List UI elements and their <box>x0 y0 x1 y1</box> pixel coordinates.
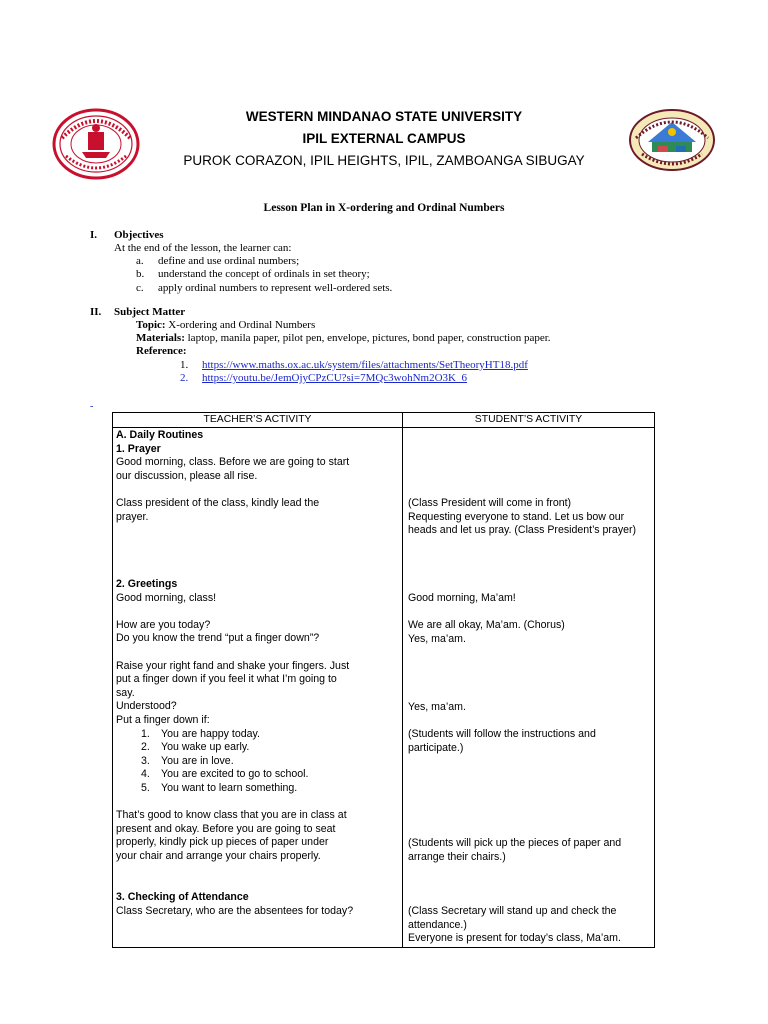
attendance-heading: 3. Checking of Attendance <box>116 891 249 903</box>
objectives-intro: At the end of the lesson, the learner can: <box>114 242 292 254</box>
objectives-list <box>114 255 392 295</box>
list-item: c. apply ordinal numbers to represent well-ordered sets. <box>136 281 393 294</box>
student-cell <box>408 497 653 538</box>
teacher-line: say. <box>116 686 135 699</box>
objectives-heading <box>90 229 163 242</box>
list-item: 3. You are in love. <box>141 754 234 767</box>
teacher-line: Class president of the class, kindly lead the <box>116 496 320 509</box>
student-line: (Class President will come in front) <box>408 497 572 509</box>
reference-list <box>136 359 551 385</box>
letterhead <box>150 106 618 172</box>
header-divider <box>113 427 654 428</box>
list-item: 4. You are excited to go to school. <box>141 768 309 781</box>
materials-line: Materials: laptop, manila paper, pilot pen, envelope, pictures, bond paper, construction paper. <box>136 332 551 345</box>
teacher-activity-header: TEACHER’S ACTIVITY <box>203 414 312 425</box>
objectives-body <box>114 242 392 295</box>
student-line: (Students will follow the instructions and <box>408 728 596 741</box>
subject-matter-body <box>136 319 551 385</box>
teacher-line: your chair and arrange your chairs properly. <box>116 849 321 862</box>
greetings-heading: 2. Greetings <box>116 578 178 590</box>
list-item: 2. You wake up early. <box>141 741 250 754</box>
student-cell <box>408 592 653 646</box>
student-cell <box>408 701 653 755</box>
student-line: We are all okay, Ma’am. (Chorus) <box>408 619 565 632</box>
list-item: 1. You are happy today. <box>141 727 260 740</box>
prayer-heading: 1. Prayer <box>116 442 161 455</box>
reference-link[interactable]: https://www.maths.ox.ac.uk/system/files/attachments/SetTheoryHT18.pdf <box>202 358 528 371</box>
teacher-line: present and okay. Before you are going to seat <box>116 822 336 835</box>
student-cell <box>408 837 653 864</box>
teacher-cell <box>116 578 400 863</box>
daily-routines-heading: A. Daily Routines <box>116 429 204 441</box>
student-line: (Class Secretary will stand up and check the <box>408 905 617 917</box>
subject-matter-heading <box>90 306 185 319</box>
student-line: attendance.) <box>408 918 467 931</box>
list-item: b. understand the concept of ordinals in set theory; <box>136 268 370 281</box>
teacher-line: Good morning, class. Before we are going to start <box>116 456 350 469</box>
teacher-line: That’s good to know class that you are in class at <box>116 809 347 822</box>
student-line: Yes, ma’am. <box>408 632 466 645</box>
student-line: arrange their chairs.) <box>408 850 506 863</box>
teacher-line: Class Secretary, who are the absentees for today? <box>116 904 354 917</box>
teacher-line: Good morning, class! <box>116 591 217 604</box>
topic-line: Topic: X-ordering and Ordinal Numbers <box>136 319 316 331</box>
university-name: WESTERN MINDANAO STATE UNIVERSITY <box>245 109 523 124</box>
reference-link[interactable]: https://youtu.be/JemOjyCPzCU?si=7MQc3wohNm2O3K_6 <box>202 371 468 384</box>
student-line: Everyone is present for today’s class, Ma’am. <box>408 932 621 945</box>
external-studies-seal-logo <box>628 108 716 172</box>
teacher-line: Understood? <box>116 700 177 713</box>
reference-label: Reference: <box>136 345 187 358</box>
student-line: heads and let us pray. (Class President’s prayer) <box>408 524 637 537</box>
teacher-cell <box>116 891 400 918</box>
teacher-line: properly, kindly pick up pieces of paper under <box>116 836 329 849</box>
student-line: Requesting everyone to stand. Let us bow our <box>408 510 625 523</box>
student-line: participate.) <box>408 741 464 754</box>
student-line: (Students will pick up the pieces of paper and <box>408 837 622 849</box>
section-number: I. <box>90 229 98 241</box>
student-activity-header: STUDENT’S ACTIVITY <box>474 414 583 425</box>
section-number: II. <box>90 306 102 318</box>
reference-item: 2. https://youtu.be/JemOjyCPzCU?si=7MQc3wohNm2O3K_6 <box>180 371 468 384</box>
teacher-line: Do you know the trend “put a finger down”? <box>116 632 320 645</box>
student-line: Good morning, Ma’am! <box>408 592 516 604</box>
finger-list <box>116 728 400 796</box>
list-item: 5. You want to learn something. <box>141 781 298 794</box>
teacher-line: How are you today? <box>116 618 211 631</box>
lesson-plan-title: Lesson Plan in X-ordering and Ordinal Numbers <box>263 202 505 214</box>
wmsu-seal-logo <box>52 108 140 180</box>
campus-name: IPIL EXTERNAL CAMPUS <box>302 131 466 146</box>
stray-link-mark: - <box>90 401 94 412</box>
teacher-line: Raise your right fand and shake your fingers. Just <box>116 659 350 672</box>
section-title: Objectives <box>114 229 164 241</box>
teacher-line: Put a finger down if: <box>116 713 210 726</box>
teacher-cell <box>116 429 400 524</box>
section-title: Subject Matter <box>114 306 186 318</box>
teacher-line: our discussion, please all rise. <box>116 469 258 482</box>
campus-address: PUROK CORAZON, IPIL HEIGHTS, IPIL, ZAMBOANGA SIBUGAY <box>183 153 585 168</box>
teacher-line: put a finger down if you feel it what I’m going to <box>116 673 337 686</box>
student-line: Yes, ma’am. <box>408 701 466 713</box>
reference-item: 1. https://www.maths.ox.ac.uk/system/files/attachments/SetTheoryHT18.pdf <box>180 358 528 371</box>
list-item: a. define and use ordinal numbers; <box>136 255 300 268</box>
activity-table <box>112 412 655 948</box>
column-divider <box>402 413 403 947</box>
teacher-line: prayer. <box>116 510 149 523</box>
student-cell <box>408 905 653 946</box>
